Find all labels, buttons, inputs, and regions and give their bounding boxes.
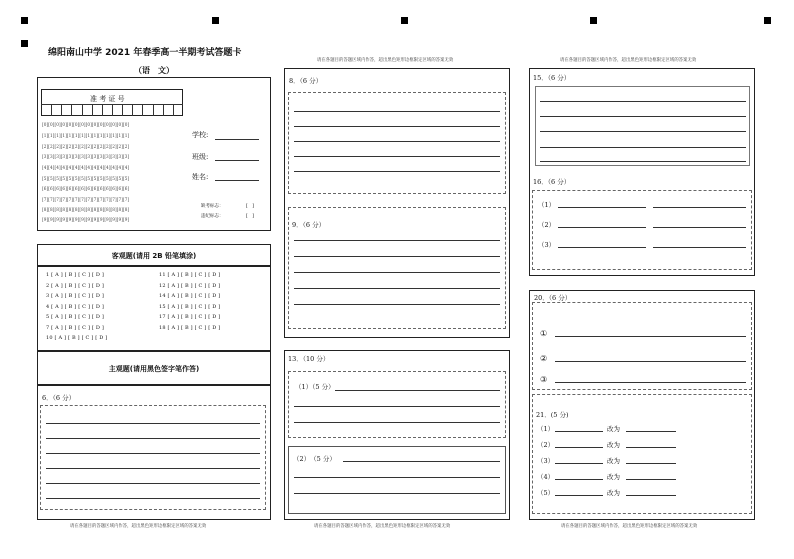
q16-item-label: （2） bbox=[538, 221, 556, 229]
digit-row[interactable]: [7][7][7][7][7][7][7][7][7][7][7][7][7][7] bbox=[42, 197, 130, 202]
q21-label: 21．(5 分) bbox=[536, 411, 569, 419]
absent-checkbox[interactable]: [ ] bbox=[246, 204, 255, 209]
objective-row[interactable]: 4 [ A ] [ B ] [ C ] [ D ] bbox=[46, 304, 104, 310]
exam-number-cell-divider bbox=[163, 105, 164, 116]
exam-number-cell-divider bbox=[92, 105, 93, 116]
q16-blank[interactable] bbox=[558, 227, 646, 228]
q15-label: 15．（6 分） bbox=[533, 74, 571, 82]
objective-row[interactable]: 3 [ A ] [ B ] [ C ] [ D ] bbox=[46, 293, 104, 299]
q16-blank[interactable] bbox=[558, 207, 646, 208]
registration-mark bbox=[401, 17, 408, 24]
objective-title: 客观题(请用 2B 铅笔填涂) bbox=[111, 252, 197, 260]
violation-checkbox[interactable]: [ ] bbox=[246, 214, 255, 219]
q21-blank[interactable] bbox=[626, 447, 676, 448]
exam-number-cell-divider bbox=[102, 105, 103, 116]
q21-blank[interactable] bbox=[626, 495, 676, 496]
q21-item-label: （2） bbox=[537, 441, 555, 449]
school-field[interactable] bbox=[215, 139, 259, 140]
digit-row[interactable]: [1][1][1][1][1][1][1][1][1][1][1][1][1][1] bbox=[42, 133, 130, 138]
exam-number-cell-divider bbox=[132, 105, 133, 116]
class-label: 班级: bbox=[192, 153, 209, 161]
q20-blank[interactable] bbox=[555, 361, 746, 362]
subject-label: （语 文） bbox=[134, 66, 174, 75]
name-label: 姓名: bbox=[192, 173, 209, 181]
change-to-label: 改为 bbox=[607, 473, 620, 481]
school-label: 学校: bbox=[192, 131, 209, 139]
objective-row[interactable]: 15 [ A ] [ B ] [ C ] [ D ] bbox=[159, 304, 221, 310]
q20-blank[interactable] bbox=[555, 336, 746, 337]
q21-item-label: （3） bbox=[537, 457, 555, 465]
q21-blank[interactable] bbox=[626, 479, 676, 480]
exam-number-label: 准 考 证 号 bbox=[90, 95, 125, 103]
area-notice: 请在各题目的答题区域内作答，超出黑色矩形边框限定区域的答案无效 bbox=[317, 58, 454, 63]
registration-mark bbox=[764, 17, 771, 24]
q16-item-label: （3） bbox=[538, 241, 556, 249]
digit-row[interactable]: [2][2][2][2][2][2][2][2][2][2][2][2][2][2] bbox=[42, 144, 130, 149]
area-notice: 请在各题目的答题区域内作答，超出黑色矩形边框限定区域的答案无效 bbox=[314, 524, 451, 529]
q15-answer-area[interactable] bbox=[535, 86, 750, 166]
exam-number-cell-divider bbox=[153, 105, 154, 116]
q16-blank[interactable] bbox=[653, 247, 746, 248]
q21-item-label: （5） bbox=[537, 489, 555, 497]
change-to-label: 改为 bbox=[607, 441, 620, 449]
exam-number-cell-divider bbox=[51, 105, 52, 116]
area-notice: 请在各题目的答题区域内作答，超出黑色矩形边框限定区域的答案无效 bbox=[70, 524, 207, 529]
area-notice: 请在各题目的答题区域内作答，超出黑色矩形边框限定区域的答案无效 bbox=[560, 58, 697, 63]
q16-answer-area[interactable] bbox=[532, 190, 752, 270]
violation-label: 违纪标志： bbox=[201, 214, 224, 219]
q20-blank[interactable] bbox=[555, 382, 746, 383]
q13-2-label: （2） （5 分） bbox=[293, 455, 336, 463]
q6-label: 6．（6 分） bbox=[42, 394, 76, 402]
q21-blank[interactable] bbox=[555, 479, 603, 480]
q21-blank[interactable] bbox=[626, 431, 676, 432]
sheet-title: 绵阳南山中学 2021 年春季高一半期考试答题卡 bbox=[48, 48, 242, 58]
objective-row[interactable]: 18 [ A ] [ B ] [ C ] [ D ] bbox=[159, 325, 221, 331]
objective-row[interactable]: 14 [ A ] [ B ] [ C ] [ D ] bbox=[159, 293, 221, 299]
exam-number-cell-divider bbox=[61, 105, 62, 116]
class-field[interactable] bbox=[215, 160, 259, 161]
objective-row[interactable]: 1 [ A ] [ B ] [ C ] [ D ] bbox=[46, 272, 104, 278]
digit-row[interactable]: [0][0][0][0][0][0][0][0][0][0][0][0][0][0] bbox=[42, 122, 130, 127]
q21-blank[interactable] bbox=[555, 447, 603, 448]
digit-row[interactable]: [5][5][5][5][5][5][5][5][5][5][5][5][5][5] bbox=[42, 176, 130, 181]
q21-blank[interactable] bbox=[555, 431, 603, 432]
objective-row[interactable]: 10 [ A ] [ B ] [ C ] [ D ] bbox=[46, 335, 108, 341]
q21-blank[interactable] bbox=[555, 495, 603, 496]
registration-mark bbox=[590, 17, 597, 24]
exam-number-cell-divider bbox=[71, 105, 72, 116]
absent-label: 缺考标志： bbox=[201, 204, 224, 209]
digit-row[interactable]: [3][3][3][3][3][3][3][3][3][3][3][3][3][3] bbox=[42, 154, 130, 159]
q16-blank[interactable] bbox=[653, 207, 746, 208]
area-notice: 请在各题目的答题区域内作答，超出黑色矩形边框限定区域的答案无效 bbox=[561, 524, 698, 529]
q16-blank[interactable] bbox=[558, 247, 646, 248]
q13-1-label: （1）（5 分） bbox=[295, 383, 335, 391]
q21-item-label: （1） bbox=[537, 425, 555, 433]
registration-mark bbox=[21, 17, 28, 24]
digit-row[interactable]: [6][6][6][6][6][6][6][6][6][6][6][6][6][6] bbox=[42, 186, 130, 191]
q16-label: 16．（6 分） bbox=[533, 178, 571, 186]
q20-item-label: ③ bbox=[540, 375, 548, 384]
objective-row[interactable]: 17 [ A ] [ B ] [ C ] [ D ] bbox=[159, 314, 221, 320]
q20-item-label: ① bbox=[540, 329, 548, 338]
change-to-label: 改为 bbox=[607, 457, 620, 465]
objective-row[interactable]: 12 [ A ] [ B ] [ C ] [ D ] bbox=[159, 283, 221, 289]
q8-answer-area[interactable] bbox=[288, 92, 506, 194]
objective-row[interactable]: 2 [ A ] [ B ] [ C ] [ D ] bbox=[46, 283, 104, 289]
exam-number-cell-divider bbox=[142, 105, 143, 116]
q8-label: 8．（6 分） bbox=[289, 77, 323, 85]
objective-row[interactable]: 5 [ A ] [ B ] [ C ] [ D ] bbox=[46, 314, 104, 320]
objective-row[interactable]: 11 [ A ] [ B ] [ C ] [ D ] bbox=[159, 272, 221, 278]
exam-number-cell-divider bbox=[82, 105, 83, 116]
q20-label: 20．（6 分） bbox=[534, 294, 572, 302]
exam-number-cell-divider bbox=[122, 105, 123, 116]
change-to-label: 改为 bbox=[607, 489, 620, 497]
q21-item-label: （4） bbox=[537, 473, 555, 481]
exam-number-cell-divider bbox=[112, 105, 113, 116]
registration-mark bbox=[212, 17, 219, 24]
q6-answer-area[interactable] bbox=[40, 405, 266, 510]
q20-item-label: ② bbox=[540, 354, 548, 363]
exam-number-cell-divider bbox=[173, 105, 174, 116]
digit-row[interactable]: [9][9][9][9][9][9][9][9][9][9][9][9][9][9] bbox=[42, 217, 130, 222]
registration-mark bbox=[21, 40, 28, 47]
objective-row[interactable]: 7 [ A ] [ B ] [ C ] [ D ] bbox=[46, 325, 104, 331]
subjective-title: 主观题(请用黑色签字笔作答) bbox=[108, 365, 200, 373]
change-to-label: 改为 bbox=[607, 425, 620, 433]
q21-blank[interactable] bbox=[555, 463, 603, 464]
digit-row[interactable]: [4][4][4][4][4][4][4][4][4][4][4][4][4][4] bbox=[42, 165, 130, 170]
name-field[interactable] bbox=[215, 180, 259, 181]
q16-item-label: （1） bbox=[538, 201, 556, 209]
q9-label: 9．（6 分） bbox=[292, 221, 326, 229]
digit-row[interactable]: [8][8][8][8][8][8][8][8][8][8][8][8][8][8] bbox=[42, 207, 130, 212]
q21-blank[interactable] bbox=[626, 463, 676, 464]
q13-label: 13．（10 分） bbox=[288, 355, 330, 363]
q16-blank[interactable] bbox=[653, 227, 746, 228]
q20-answer-area[interactable] bbox=[532, 302, 752, 390]
